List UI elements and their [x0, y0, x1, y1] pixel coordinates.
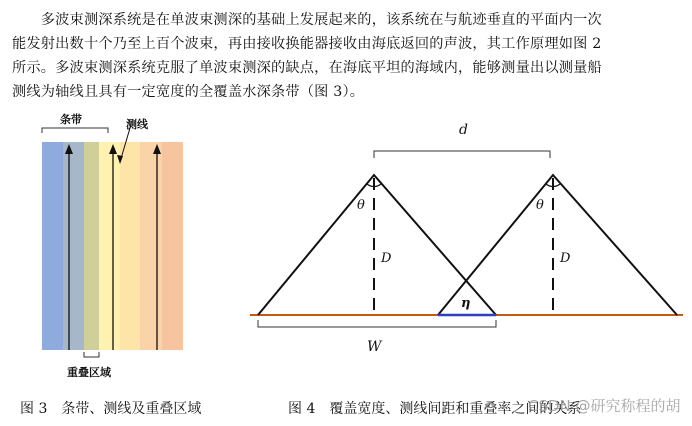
coverage-width-bracket	[258, 320, 496, 327]
overlap-region-label: 重叠区域	[67, 366, 111, 379]
right-depth-label: D	[560, 251, 571, 266]
strip-band-6	[140, 142, 162, 350]
label-d: d	[459, 122, 468, 138]
strip-band-1	[42, 142, 63, 350]
left-depth-label: D	[381, 251, 392, 266]
line-spacing-bracket	[374, 151, 550, 158]
paragraph-line-3: 所示。多波束测深系统克服了单波束测深的缺点，在海底平坦的海域内，能够测量出以测量船	[12, 60, 602, 76]
survey-line-label: 测线	[126, 118, 148, 131]
paragraph-line-4: 测线为轴线且具有一定宽度的全覆盖水深条带（图 3）。	[12, 84, 365, 100]
strip-band-5	[120, 142, 140, 350]
label-w: W	[367, 339, 382, 355]
strip-width-bracket	[42, 128, 108, 133]
strip-band-3	[84, 142, 99, 350]
paragraph-line-2: 能发射出数十个乃至上百个波束，再由接收换能器接收由海底返回的声波，其工作原理如图 2	[12, 36, 602, 52]
watermark: CSDN @研究称程的胡	[528, 397, 681, 415]
strip-band-2	[63, 142, 84, 350]
right-beam-triangle	[438, 175, 677, 315]
left-beam-triangle	[258, 175, 496, 315]
strip-band-4	[99, 142, 120, 350]
figure4-caption: 图 4 覆盖宽度、测线间距和重叠率之间的关系	[288, 401, 582, 417]
right-theta-label: θ	[536, 198, 544, 213]
left-theta-label: θ	[357, 198, 365, 213]
strip-band-7	[162, 142, 183, 350]
overlap-eta-label: η	[461, 296, 471, 311]
overlap-bracket	[84, 352, 99, 357]
paragraph-line-1: 多波束测深系统是在单波束测深的基础上发展起来的，该系统在与航迹垂直的平面内一次	[12, 12, 602, 28]
strip-label: 条带	[60, 113, 82, 126]
figure3-caption: 图 3 条带、测线及重叠区域	[20, 401, 202, 417]
